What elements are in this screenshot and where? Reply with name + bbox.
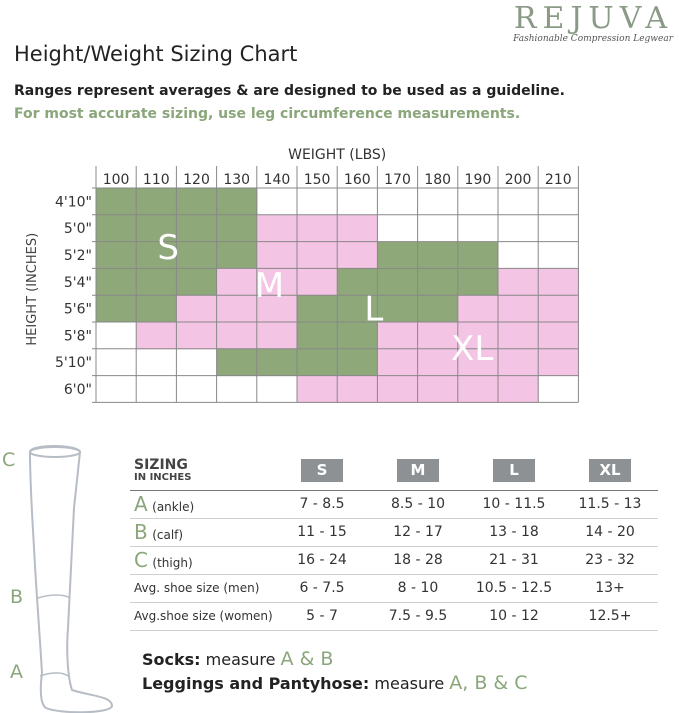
y-tick-label: 5'6" [63,301,92,318]
grid-cell-l [418,295,459,322]
grid-cell-l [297,322,338,349]
table-cell: 10.5 - 12.5 [475,580,553,596]
x-tick-label: 120 [183,172,210,188]
size-region-label: L [364,289,384,330]
grid-cell-l [257,349,298,376]
grid-cell-s [136,295,177,322]
grid-cell-s [96,268,137,295]
x-tick-label: 170 [384,172,411,188]
grid-cell-xl [458,376,499,403]
x-tick-label: 100 [102,172,130,188]
y-tick-label: 5'0" [63,221,92,238]
grid-cell-l [297,295,338,322]
grid-cell-xl [377,376,418,403]
x-tick-label: 180 [424,172,452,188]
table-row [130,490,658,518]
grid-cell-xl [498,322,539,349]
row-label: B (calf) [134,520,184,544]
grid-cell-s [217,242,258,269]
grid-cell-s [176,242,217,269]
accuracy-note: For most accurate sizing, use leg circumference measurements. [14,106,521,122]
col-header-l [466,452,562,490]
grid-cell-l [458,242,499,269]
y-tick-label: 5'8" [63,328,92,345]
table-cell: 16 - 24 [297,552,347,568]
y-tick-label: 5'2" [63,248,92,264]
grid-cell-s [96,295,137,322]
table-cell: 8.5 - 10 [390,496,446,512]
grid-cell-s [176,188,217,215]
table-row [130,574,658,602]
grid-cell-xl [538,268,579,295]
table-heading [130,452,274,490]
grid-cell-m [257,242,298,269]
table-cell: 21 - 31 [489,552,539,568]
grid-cell-m [337,242,378,269]
grid-cell-m [176,295,217,322]
grid-cell-m [257,215,298,242]
table-cell: 7 - 8.5 [299,496,345,512]
grid-cell-xl [498,268,539,295]
table-cell: 7.5 - 9.5 [388,608,448,624]
table-cell: 12 - 17 [393,524,443,540]
grid-cell-m [297,215,338,242]
grid-cell-s [96,188,137,215]
size-chip: XL [589,459,631,482]
table-row [130,546,658,574]
leg-letter-a: A [10,661,23,683]
x-tick-label: 150 [303,172,331,188]
sizing-label: SIZING [134,457,188,474]
table-cell: 23 - 32 [585,552,635,568]
grid-cell-m [337,215,378,242]
col-header-m [370,452,466,490]
logo-wordmark: REJUVA [513,1,673,36]
x-tick-label: 190 [464,172,492,188]
in-inches-label: IN INCHES [134,472,192,484]
grid-cell-l [297,349,338,376]
grid-cell-l [377,268,418,295]
grid-cell-xl [538,295,579,322]
grid-cell-s [176,268,217,295]
logo-tagline: Fashionable Compression Legwear [513,34,673,44]
table-cell: 10 - 12 [489,608,539,624]
grid-cell-xl [418,376,459,403]
grid-cell-xl [498,376,539,403]
grid-cell-m [217,322,258,349]
table-cell: 6 - 7.5 [299,580,345,596]
grid-cell-l [377,295,418,322]
table-cell: 11 - 15 [297,524,347,540]
grid-cell-s [217,215,258,242]
row-label: A (ankle) [134,492,195,516]
y-axis-title: HEIGHT (INCHES) [25,232,40,346]
table-cell: 18 - 28 [393,552,443,568]
x-tick-label: 200 [504,172,532,188]
table-cell: 14 - 20 [585,524,635,540]
table-cell: 12.5+ [588,608,632,624]
size-chip: L [493,459,535,482]
grid-cell-xl [297,376,338,403]
row-label: Avg.shoe size (women) [134,609,273,623]
table-cell: 11.5 - 13 [578,496,642,512]
guideline-note: Ranges represent averages & are designed to be used as a guideline. [14,83,565,99]
col-header-xl [562,452,658,490]
grid-cell-xl [538,322,579,349]
grid-cell-m [257,322,298,349]
grid-cell-xl [498,349,539,376]
x-tick-label: 140 [263,172,291,188]
measurement-table [130,452,658,631]
grid-cell-l [337,349,378,376]
y-tick-label: 5'4" [63,274,92,291]
grid-cell-s [136,268,177,295]
grid-cell-l [458,268,499,295]
size-region-label: M [254,266,285,307]
grid-cell-m [297,242,338,269]
y-tick-label: 4'10" [54,194,92,211]
table-cell: 8 - 10 [397,580,439,596]
table-cell: 13+ [595,580,625,596]
table-row [130,518,658,546]
grid-cell-xl [377,349,418,376]
leg-diagram-icon [0,438,125,713]
size-chip: S [301,459,343,482]
page-title: Height/Weight Sizing Chart [14,42,298,66]
grid-cell-m [176,322,217,349]
grid-cell-xl [498,295,539,322]
x-tick-label: 110 [142,172,170,188]
size-region-label: S [157,228,179,269]
leg-letter-b: B [10,586,24,608]
table-cell: 10 - 11.5 [482,496,546,512]
grid-cell-s [96,215,137,242]
grid-cell-xl [538,349,579,376]
x-tick-label: 130 [223,172,251,188]
x-tick-label: 210 [544,172,572,188]
y-tick-label: 6'0" [63,382,92,398]
leg-letter-c: C [2,449,16,471]
grid-cell-s [217,188,258,215]
size-chip: M [397,459,439,482]
row-label: C (thigh) [134,548,193,572]
grid-cell-xl [337,376,378,403]
grid-cell-m [136,322,177,349]
grid-cell-l [377,242,418,269]
x-tick-label: 160 [343,172,371,188]
grid-cell-s [176,215,217,242]
size-region-label: XL [451,329,494,370]
grid-cell-m [217,268,258,295]
x-axis-title: WEIGHT (LBS) [288,147,387,163]
grid-cell-l [418,268,459,295]
table-cell: 5 - 7 [306,608,338,624]
socks-note: Socks: measure A & B [142,648,334,670]
grid-cell-xl [377,322,418,349]
grid-cell-s [96,242,137,269]
table-cell: 13 - 18 [489,524,539,540]
table-row [130,602,658,630]
grid-cell-m [217,295,258,322]
row-label: Avg. shoe size (men) [134,581,260,595]
grid-cell-l [418,242,459,269]
grid-cell-l [217,349,258,376]
y-tick-label: 5'10" [54,355,92,372]
leggings-note: Leggings and Pantyhose: measure A, B & C [142,672,528,694]
grid-cell-m [297,268,338,295]
grid-cell-s [136,188,177,215]
grid-cell-xl [458,295,499,322]
col-header-s [274,452,370,490]
